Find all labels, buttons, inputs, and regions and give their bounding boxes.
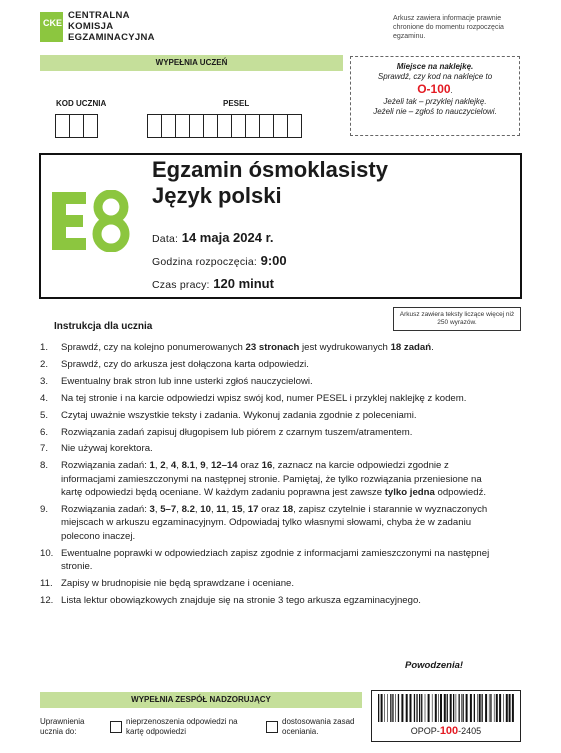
barcode-bar	[435, 694, 437, 722]
pesel-label: PESEL	[223, 99, 250, 108]
no-transfer-checkbox[interactable]	[110, 721, 122, 733]
barcode-bar	[406, 694, 408, 722]
exam-start-time: Godzina rozpoczęcia: 9:00	[152, 253, 287, 268]
barcode-icon	[376, 694, 516, 722]
pesel-cell[interactable]	[147, 114, 162, 138]
pesel-cell[interactable]	[217, 114, 232, 138]
pesel-cell[interactable]	[259, 114, 274, 138]
protected-note: Arkusz zawiera informacje prawnie chronione do momentu rozpoczęcia egzaminu.	[393, 15, 504, 40]
barcode-bar	[453, 694, 454, 722]
pesel-cell[interactable]	[189, 114, 204, 138]
e8-badge-icon	[50, 190, 134, 252]
barcode-bar	[390, 694, 391, 722]
barcode-bar	[479, 694, 481, 722]
barcode-bar	[438, 694, 439, 722]
barcode-bar	[463, 694, 464, 722]
student-code-cell[interactable]	[83, 114, 98, 138]
barcode-bar	[459, 694, 460, 722]
barcode-bar	[398, 694, 399, 722]
student-fill-bar: WYPEŁNIA UCZEŃ	[40, 55, 343, 71]
barcode-bar	[447, 694, 448, 722]
barcode-bar	[503, 694, 504, 722]
barcode-bar	[477, 694, 478, 722]
booklet-code: OPOP-100-2405	[410, 725, 482, 737]
barcode-bar	[485, 694, 487, 722]
barcode-bar	[440, 694, 442, 722]
sticker-line1: Sprawdź, czy kod na naklejce to	[377, 72, 493, 81]
barcode-bar	[387, 694, 388, 722]
instructions-list	[40, 341, 500, 611]
barcode-bar	[466, 694, 468, 722]
sticker-line2: Jeżeli tak – przyklej naklejkę.	[383, 97, 487, 106]
instructions-heading: Instrukcja dla ucznia	[54, 321, 153, 332]
barcode-bar	[470, 694, 472, 722]
pesel-cell[interactable]	[175, 114, 190, 138]
barcode-bar	[392, 694, 393, 722]
instruction-item: 8. Rozwiązania zadań: 1, 2, 4, 8.1, 9, 12–14 oraz 16, zaznacz na karcie odpowiedzi zgodnie z informacjami zamieszczonymi na następnej stronie. Pamiętaj, że tylko rozwiązania przeniesione na kartę odpowiedzi będą oceniane. W każdym zadaniu poprawna jest zawsze tylko jedna odpowiedź.	[40, 460, 487, 499]
adjusted-rules-label: dostosowania zasad oceniania.	[282, 717, 355, 736]
no-transfer-label: nieprzenoszenia odpowiedzi na kartę odpowiedzi	[126, 717, 238, 736]
barcode-bar	[381, 694, 383, 722]
instruction-item: 10. Ewentualne poprawki w odpowiedziach zapisz zgodnie z informacjami zamieszczonymi na następnej stronie.	[40, 547, 490, 573]
pesel-cell[interactable]	[273, 114, 288, 138]
pesel-cell[interactable]	[231, 114, 246, 138]
rights-label: Uprawnienia ucznia do:	[40, 717, 85, 736]
barcode-bar	[428, 694, 430, 722]
sticker-title: Miejsce na naklejkę.	[396, 62, 474, 71]
barcode-bar	[410, 694, 412, 722]
instruction-item: 2. Sprawdź, czy do arkusza jest dołączona karta odpowiedzi.	[40, 358, 309, 370]
barcode-bar	[509, 694, 511, 722]
barcode-bar	[456, 694, 457, 722]
student-code-cell[interactable]	[55, 114, 70, 138]
instruction-item: 4. Na tej stronie i na karcie odpowiedzi wpisz swój kod, numer PESEL i przyklej naklejkę z kodem.	[40, 392, 467, 404]
exam-date: Data: 14 maja 2024 r.	[152, 230, 274, 245]
barcode-bar	[490, 694, 491, 722]
pesel-field[interactable]	[147, 114, 301, 138]
barcode-bar	[414, 694, 415, 722]
barcode-bar	[432, 694, 433, 722]
adjusted-rules-checkbox[interactable]	[266, 721, 278, 733]
pesel-cell[interactable]	[203, 114, 218, 138]
supervisor-fill-bar: WYPEŁNIA ZESPÓŁ NADZORUJĄCY	[40, 692, 362, 708]
student-code-label: KOD UCZNIA	[56, 99, 107, 108]
texts-note: Arkusz zawiera teksty liczące więcej niż 250 wyrazów.	[393, 307, 521, 331]
cke-logo: CKE	[40, 12, 63, 42]
student-code-cell[interactable]	[69, 114, 84, 138]
barcode-bar	[395, 694, 396, 722]
instruction-item: 11. Zapisy w brudnopisie nie będą sprawdzane i oceniane.	[40, 578, 295, 590]
barcode-bar	[474, 694, 475, 722]
barcode-bar	[512, 694, 514, 722]
pesel-cell[interactable]	[245, 114, 260, 138]
exam-title: Egzamin ósmoklasisty Język polski	[152, 157, 388, 208]
barcode-bar	[401, 694, 403, 722]
instruction-item: 9. Rozwiązania zadań: 3, 5–7, 8.2, 10, 11, 15, 17 oraz 18, zapisz czytelnie i starannie w wyznaczonych miejscach w arkuszu egzaminacyjnym. Odpowiadaj tylko własnymi słowami, chyba że w zadaniu polecono inaczej.	[40, 504, 488, 542]
barcode-bar	[421, 694, 422, 722]
sticker-line3: Jeżeli nie – zgłoś to nauczycielowi.	[373, 107, 497, 116]
instruction-item: 3. Ewentualny brak stron lub inne usterki zgłoś nauczycielowi.	[40, 375, 313, 387]
barcode-bar	[384, 694, 385, 722]
closing-text: Powodzenia!	[405, 660, 464, 671]
barcode-bar	[425, 694, 426, 722]
barcode-bar	[499, 694, 501, 722]
instruction-item: 1. Sprawdź, czy na kolejno ponumerowanych 23 stronach jest wydrukowanych 18 zadań.	[40, 342, 434, 353]
instruction-item: 12. Lista lektur obowiązkowych znajduje się na stronie 3 tego arkusza egzaminacyjnego.	[40, 595, 421, 606]
student-code-field[interactable]	[55, 114, 97, 138]
barcode-bar	[378, 694, 379, 722]
barcode-bar	[482, 694, 483, 722]
instruction-item: 7. Nie używaj korektora.	[40, 443, 153, 455]
pesel-cell[interactable]	[161, 114, 176, 138]
barcode-bar	[416, 694, 417, 722]
sticker-area: Miejsce na naklejkę. Sprawdź, czy kod na naklejce to O-100. Jeżeli tak – przyklej naklejkę. Jeżeli nie – zgłoś to nauczycielowi.	[350, 56, 520, 136]
barcode-bar	[461, 694, 462, 722]
barcode-bar	[444, 694, 446, 722]
barcode-bar	[494, 694, 495, 722]
barcode-bar	[489, 694, 490, 722]
sticker-code: O-100	[417, 82, 451, 96]
barcode-bar	[419, 694, 420, 722]
instruction-item: 5. Czytaj uważnie wszystkie teksty i zadania. Wykonuj zadania zgodnie z poleceniami.	[40, 409, 417, 421]
cke-logo-text: CENTRALNA KOMISJA EGZAMINACYJNA	[68, 10, 155, 43]
instruction-item: 6. Rozwiązania zadań zapisuj długopisem lub piórem z czarnym tuszem/atramentem.	[40, 426, 413, 438]
barcode-bar	[450, 694, 452, 722]
exam-duration: Czas pracy: 120 minut	[152, 276, 274, 291]
barcode-bar	[496, 694, 498, 722]
barcode-bar	[506, 694, 508, 722]
pesel-cell[interactable]	[287, 114, 302, 138]
